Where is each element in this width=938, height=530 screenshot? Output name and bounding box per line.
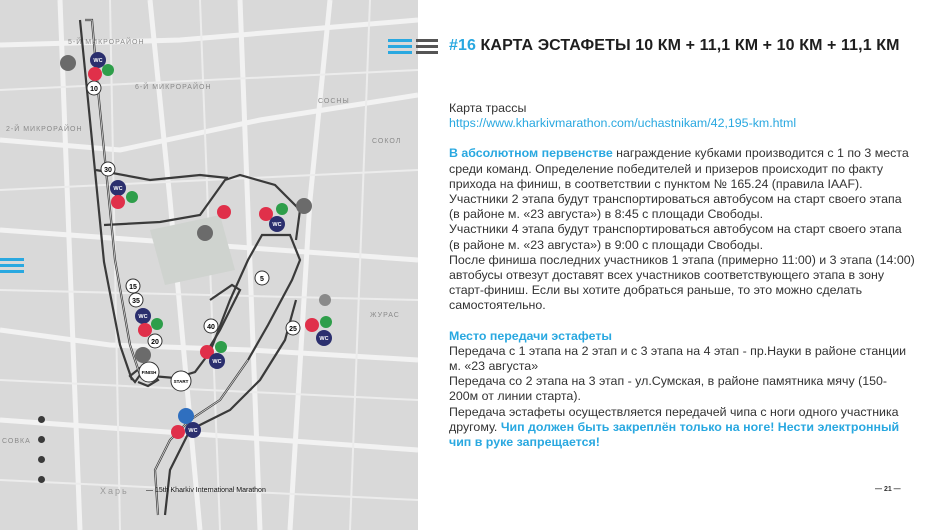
carousel-dot xyxy=(38,456,45,463)
handover-3 xyxy=(449,405,915,451)
water-icon xyxy=(111,195,125,209)
page-number: — 21 — xyxy=(875,486,901,493)
carousel-dot xyxy=(38,476,45,483)
water-icon xyxy=(88,67,102,81)
content-body xyxy=(449,101,915,450)
svg-text:15: 15 xyxy=(129,284,137,291)
runner-icon xyxy=(178,408,194,424)
svg-text:FINISH: FINISH xyxy=(141,370,157,375)
music-icon xyxy=(135,347,151,363)
carousel-dot xyxy=(38,416,45,423)
svg-text:WC: WC xyxy=(113,186,123,192)
route-link[interactable]: https://www.kharkivmarathon.com/uchastnikam/42,195-km.html xyxy=(449,116,797,131)
km-marker-40 xyxy=(204,319,218,333)
wc-icon xyxy=(110,180,126,196)
svg-text:5: 5 xyxy=(260,276,264,283)
page-number-tag: #16 xyxy=(449,37,476,54)
handover-3-text: Передача эстафеты осуществляется передачей чипа с ноги одного участника другому. xyxy=(449,404,899,434)
district-label: СОСНЫ xyxy=(318,98,350,105)
km-marker-15 xyxy=(126,279,140,293)
stage2-paragraph: Участники 2 этапа будут транспортироваться автобусом на старт своего этапа (в районе м. «23 августа») в 8:45 с площади Свободы. xyxy=(449,192,902,222)
district-label: 6-Й МИКРОРАЙОН xyxy=(135,84,212,91)
water-icon xyxy=(171,425,185,439)
absolute-highlight: В абсолютном первенстве xyxy=(449,146,613,161)
district-label: 2-Й МИКРОРАЙОН xyxy=(6,126,83,133)
map-markers xyxy=(0,0,418,530)
svg-text:WC: WC xyxy=(93,58,103,64)
side-decoration xyxy=(0,258,26,276)
svg-text:20: 20 xyxy=(151,339,159,346)
music-icon xyxy=(197,225,213,241)
absolute-paragraph xyxy=(449,146,915,192)
handover-2: Передача со 2 этапа на 3 этап - ул.Сумская, в районе памятника мячу (150-200м от линии старта). xyxy=(449,374,888,404)
svg-text:WC: WC xyxy=(212,359,222,365)
svg-text:WC: WC xyxy=(319,336,329,342)
km-marker-35 xyxy=(129,293,143,307)
water-icon xyxy=(138,323,152,337)
route-map xyxy=(0,0,418,530)
district-label: СОВКА xyxy=(2,438,31,445)
route-label: Карта трассы xyxy=(449,101,527,115)
wc-icon xyxy=(90,52,106,68)
km-marker-25 xyxy=(286,321,300,335)
wc-icon xyxy=(316,330,332,346)
svg-text:WC: WC xyxy=(272,222,282,228)
district-label: ЖУРАС xyxy=(370,312,400,319)
stage4-paragraph: Участники 4 этапа будут транспортироваться автобусом на старт своего этапа (в районе м. «23 августа») в 9:00 с площади Свободы. xyxy=(449,222,902,252)
buses-paragraph: После финиша последних участников 1 этапа (примерно 11:00) и 3 этапа (14:00) автобусы отвезут доставят всех участников соответствующего этапа в зону старт-финиш. Если вы хотите добраться раньше, то это можно сделать самостоятельно. xyxy=(449,252,915,313)
handover-heading: Место передачи эстафеты xyxy=(449,328,612,343)
city-label: Харь xyxy=(100,486,129,496)
medical-icon xyxy=(320,316,332,328)
header-decoration xyxy=(388,39,440,57)
chip-warning: Чип должен быть закреплён только на ноге! Нести электронный чип в руке запрещается! xyxy=(449,419,900,450)
start-marker xyxy=(171,371,191,391)
wc-icon xyxy=(185,422,201,438)
music-icon xyxy=(319,294,331,306)
svg-text:40: 40 xyxy=(207,324,215,331)
district-label: СОКОЛ xyxy=(372,138,402,145)
page-title xyxy=(449,37,900,55)
medical-icon xyxy=(215,341,227,353)
wc-icon xyxy=(269,216,285,232)
svg-text:WC: WC xyxy=(138,314,148,320)
svg-text:START: START xyxy=(173,379,189,384)
km-marker-10 xyxy=(87,81,101,95)
km-marker-20 xyxy=(148,334,162,348)
water-icon xyxy=(217,205,231,219)
finish-marker xyxy=(139,362,159,382)
carousel-dots[interactable] xyxy=(38,416,45,496)
district-label: 5-Й МИКРОРАЙОН xyxy=(68,39,145,46)
handover-1: Передача с 1 этапа на 2 этап и с 3 этапа на 4 этап - пр.Науки в районе станции м. «23 августа» xyxy=(449,343,907,374)
title-text: КАРТА ЭСТАФЕТЫ 10 КМ + 11,1 КМ + 10 КМ + 11,1 КМ xyxy=(480,37,900,54)
wc-icon xyxy=(209,353,225,369)
medical-icon xyxy=(102,64,114,76)
km-marker-5 xyxy=(255,271,269,285)
water-icon xyxy=(305,318,319,332)
medical-icon xyxy=(151,318,163,330)
absolute-text: награждение кубками производится с 1 по 3 места среди команд. Определение победителей и призеров происходит по факту прихода на финиш, в соответствии с пунктом № 165.24 (правила IAAF). xyxy=(449,146,909,191)
svg-text:35: 35 xyxy=(132,298,140,305)
medical-icon xyxy=(126,191,138,203)
svg-text:25: 25 xyxy=(289,326,297,333)
km-marker-30 xyxy=(101,162,115,176)
svg-text:WC: WC xyxy=(188,428,198,434)
svg-text:10: 10 xyxy=(90,86,98,93)
svg-text:30: 30 xyxy=(104,167,112,174)
event-footer: — 15th Kharkiv International Marathon xyxy=(146,487,266,494)
music-icon xyxy=(296,198,312,214)
music-icon xyxy=(60,55,76,71)
carousel-dot xyxy=(38,436,45,443)
wc-icon xyxy=(135,308,151,324)
medical-icon xyxy=(276,203,288,215)
